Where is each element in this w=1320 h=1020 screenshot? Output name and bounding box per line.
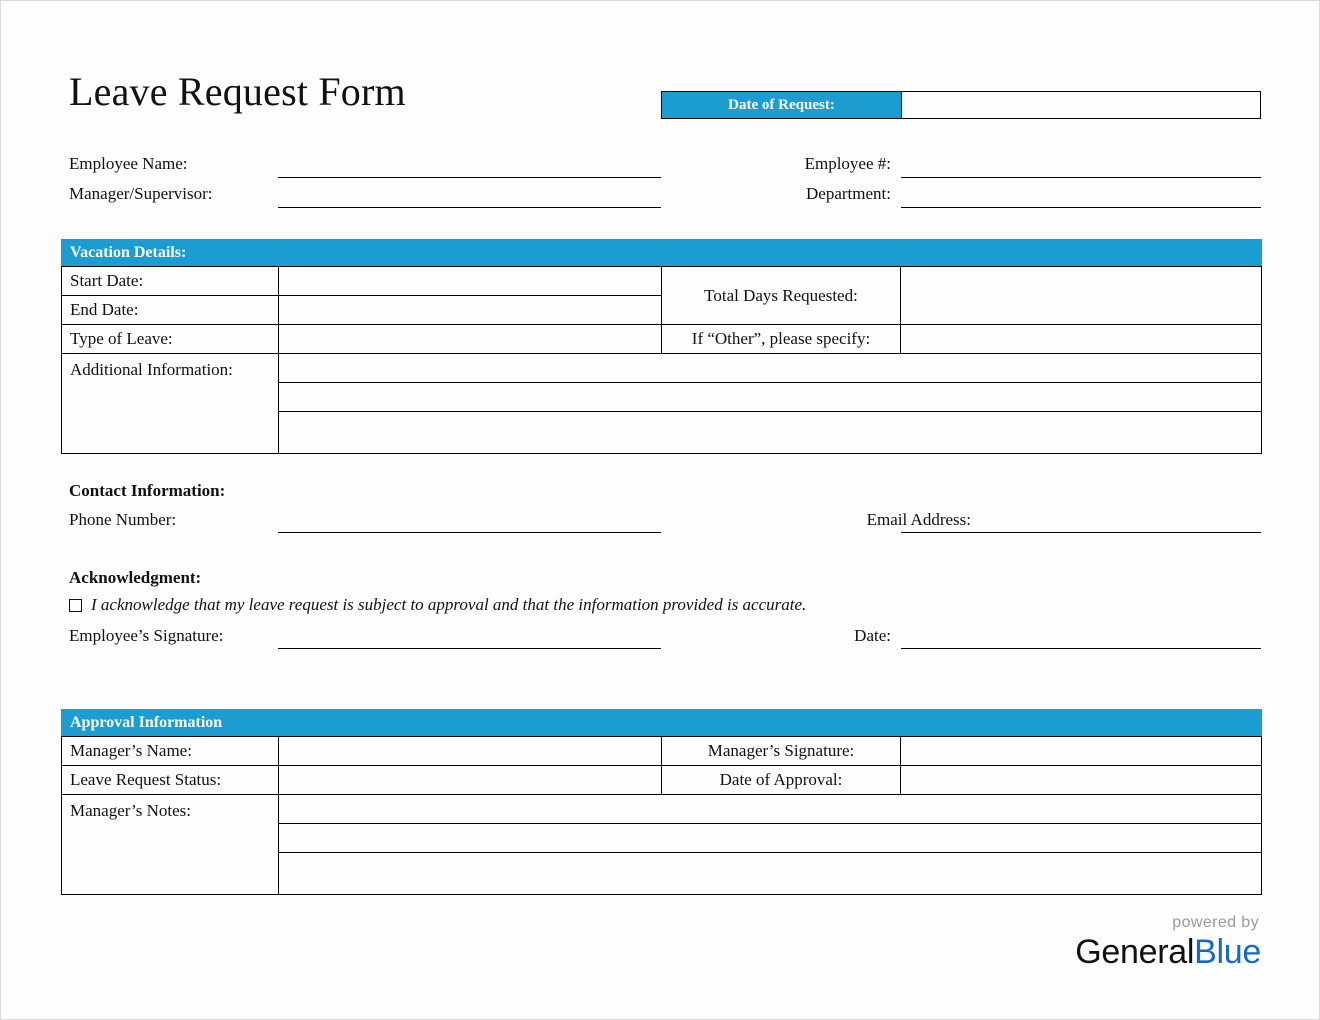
approval-information-header-row — [62, 710, 1262, 737]
manager-notes-input-2[interactable] — [279, 824, 1262, 853]
phone-number-input[interactable] — [278, 532, 661, 533]
start-date-label: Start Date: — [62, 267, 279, 296]
date-of-approval-label: Date of Approval: — [662, 766, 901, 795]
department-label: Department: — [806, 184, 891, 203]
brand-wordmark — [1075, 933, 1261, 971]
approval-information-title: Approval Information — [62, 710, 1262, 737]
manager-notes-input-3[interactable] — [279, 853, 1262, 895]
total-days-input[interactable] — [901, 267, 1262, 325]
type-of-leave-label: Type of Leave: — [62, 325, 279, 354]
brand-general-text: General — [1075, 933, 1195, 971]
manager-notes-label: Manager’s Notes: — [62, 795, 279, 895]
acknowledgment-date-input[interactable] — [901, 648, 1261, 649]
vacation-details-title: Vacation Details: — [62, 240, 1262, 267]
vacation-details-header-row — [62, 240, 1262, 267]
date-of-approval-input[interactable] — [901, 766, 1262, 795]
phone-number-label: Phone Number: — [69, 510, 177, 529]
leave-request-status-input[interactable] — [279, 766, 662, 795]
manager-signature-input[interactable] — [901, 737, 1262, 766]
manager-name-input[interactable] — [279, 737, 662, 766]
department-input[interactable] — [901, 207, 1261, 208]
employee-name-label: Employee Name: — [69, 154, 188, 173]
page-title: Leave Request Form — [69, 69, 406, 114]
manager-notes-row-1 — [62, 795, 1262, 824]
acknowledgment-date-label: Date: — [854, 626, 891, 645]
start-date-input[interactable] — [279, 267, 662, 296]
additional-info-input-1[interactable] — [279, 354, 1262, 383]
total-days-label: Total Days Requested: — [662, 267, 901, 325]
manager-notes-input-1[interactable] — [279, 795, 1262, 824]
manager-signature-label: Manager’s Signature: — [662, 737, 901, 766]
type-of-leave-input[interactable] — [279, 325, 662, 354]
brand-blue-text: Blue — [1194, 933, 1261, 971]
other-specify-input[interactable] — [901, 325, 1262, 354]
employee-name-input[interactable] — [278, 177, 661, 178]
employee-signature-input[interactable] — [278, 648, 661, 649]
employee-number-input[interactable] — [901, 177, 1261, 178]
start-date-row — [62, 267, 1262, 296]
manager-name-row — [62, 737, 1262, 766]
leave-request-status-row — [62, 766, 1262, 795]
powered-by-text: powered by — [1172, 914, 1259, 931]
additional-info-row-1 — [62, 354, 1262, 383]
manager-name-label: Manager’s Name: — [62, 737, 279, 766]
additional-info-input-2[interactable] — [279, 383, 1262, 412]
contact-information-heading: Contact Information: — [69, 481, 226, 500]
additional-info-input-3[interactable] — [279, 412, 1262, 454]
email-address-input[interactable] — [901, 532, 1261, 533]
acknowledgment-line — [69, 595, 806, 615]
vacation-details-table — [61, 239, 1262, 454]
date-of-request-row — [661, 91, 1261, 119]
acknowledgment-statement: I acknowledge that my leave request is subject to approval and that the information provided is accurate. — [91, 595, 807, 614]
acknowledgment-checkbox[interactable] — [69, 599, 82, 612]
employee-signature-label: Employee’s Signature: — [69, 626, 224, 645]
generalblue-logo — [1075, 913, 1261, 971]
end-date-input[interactable] — [279, 296, 662, 325]
manager-supervisor-input[interactable] — [278, 207, 661, 208]
acknowledgment-heading: Acknowledgment: — [69, 568, 202, 587]
employee-number-label: Employee #: — [804, 154, 891, 173]
date-of-request-input[interactable] — [902, 92, 1260, 118]
type-of-leave-row — [62, 325, 1262, 354]
email-address-label: Email Address: — [866, 510, 971, 529]
leave-request-status-label: Leave Request Status: — [62, 766, 279, 795]
manager-supervisor-label: Manager/Supervisor: — [69, 184, 213, 203]
approval-information-table — [61, 709, 1262, 895]
end-date-label: End Date: — [62, 296, 279, 325]
date-of-request-label: Date of Request: — [662, 92, 902, 118]
additional-info-label: Additional Information: — [62, 354, 279, 454]
other-specify-label: If “Other”, please specify: — [662, 325, 901, 354]
